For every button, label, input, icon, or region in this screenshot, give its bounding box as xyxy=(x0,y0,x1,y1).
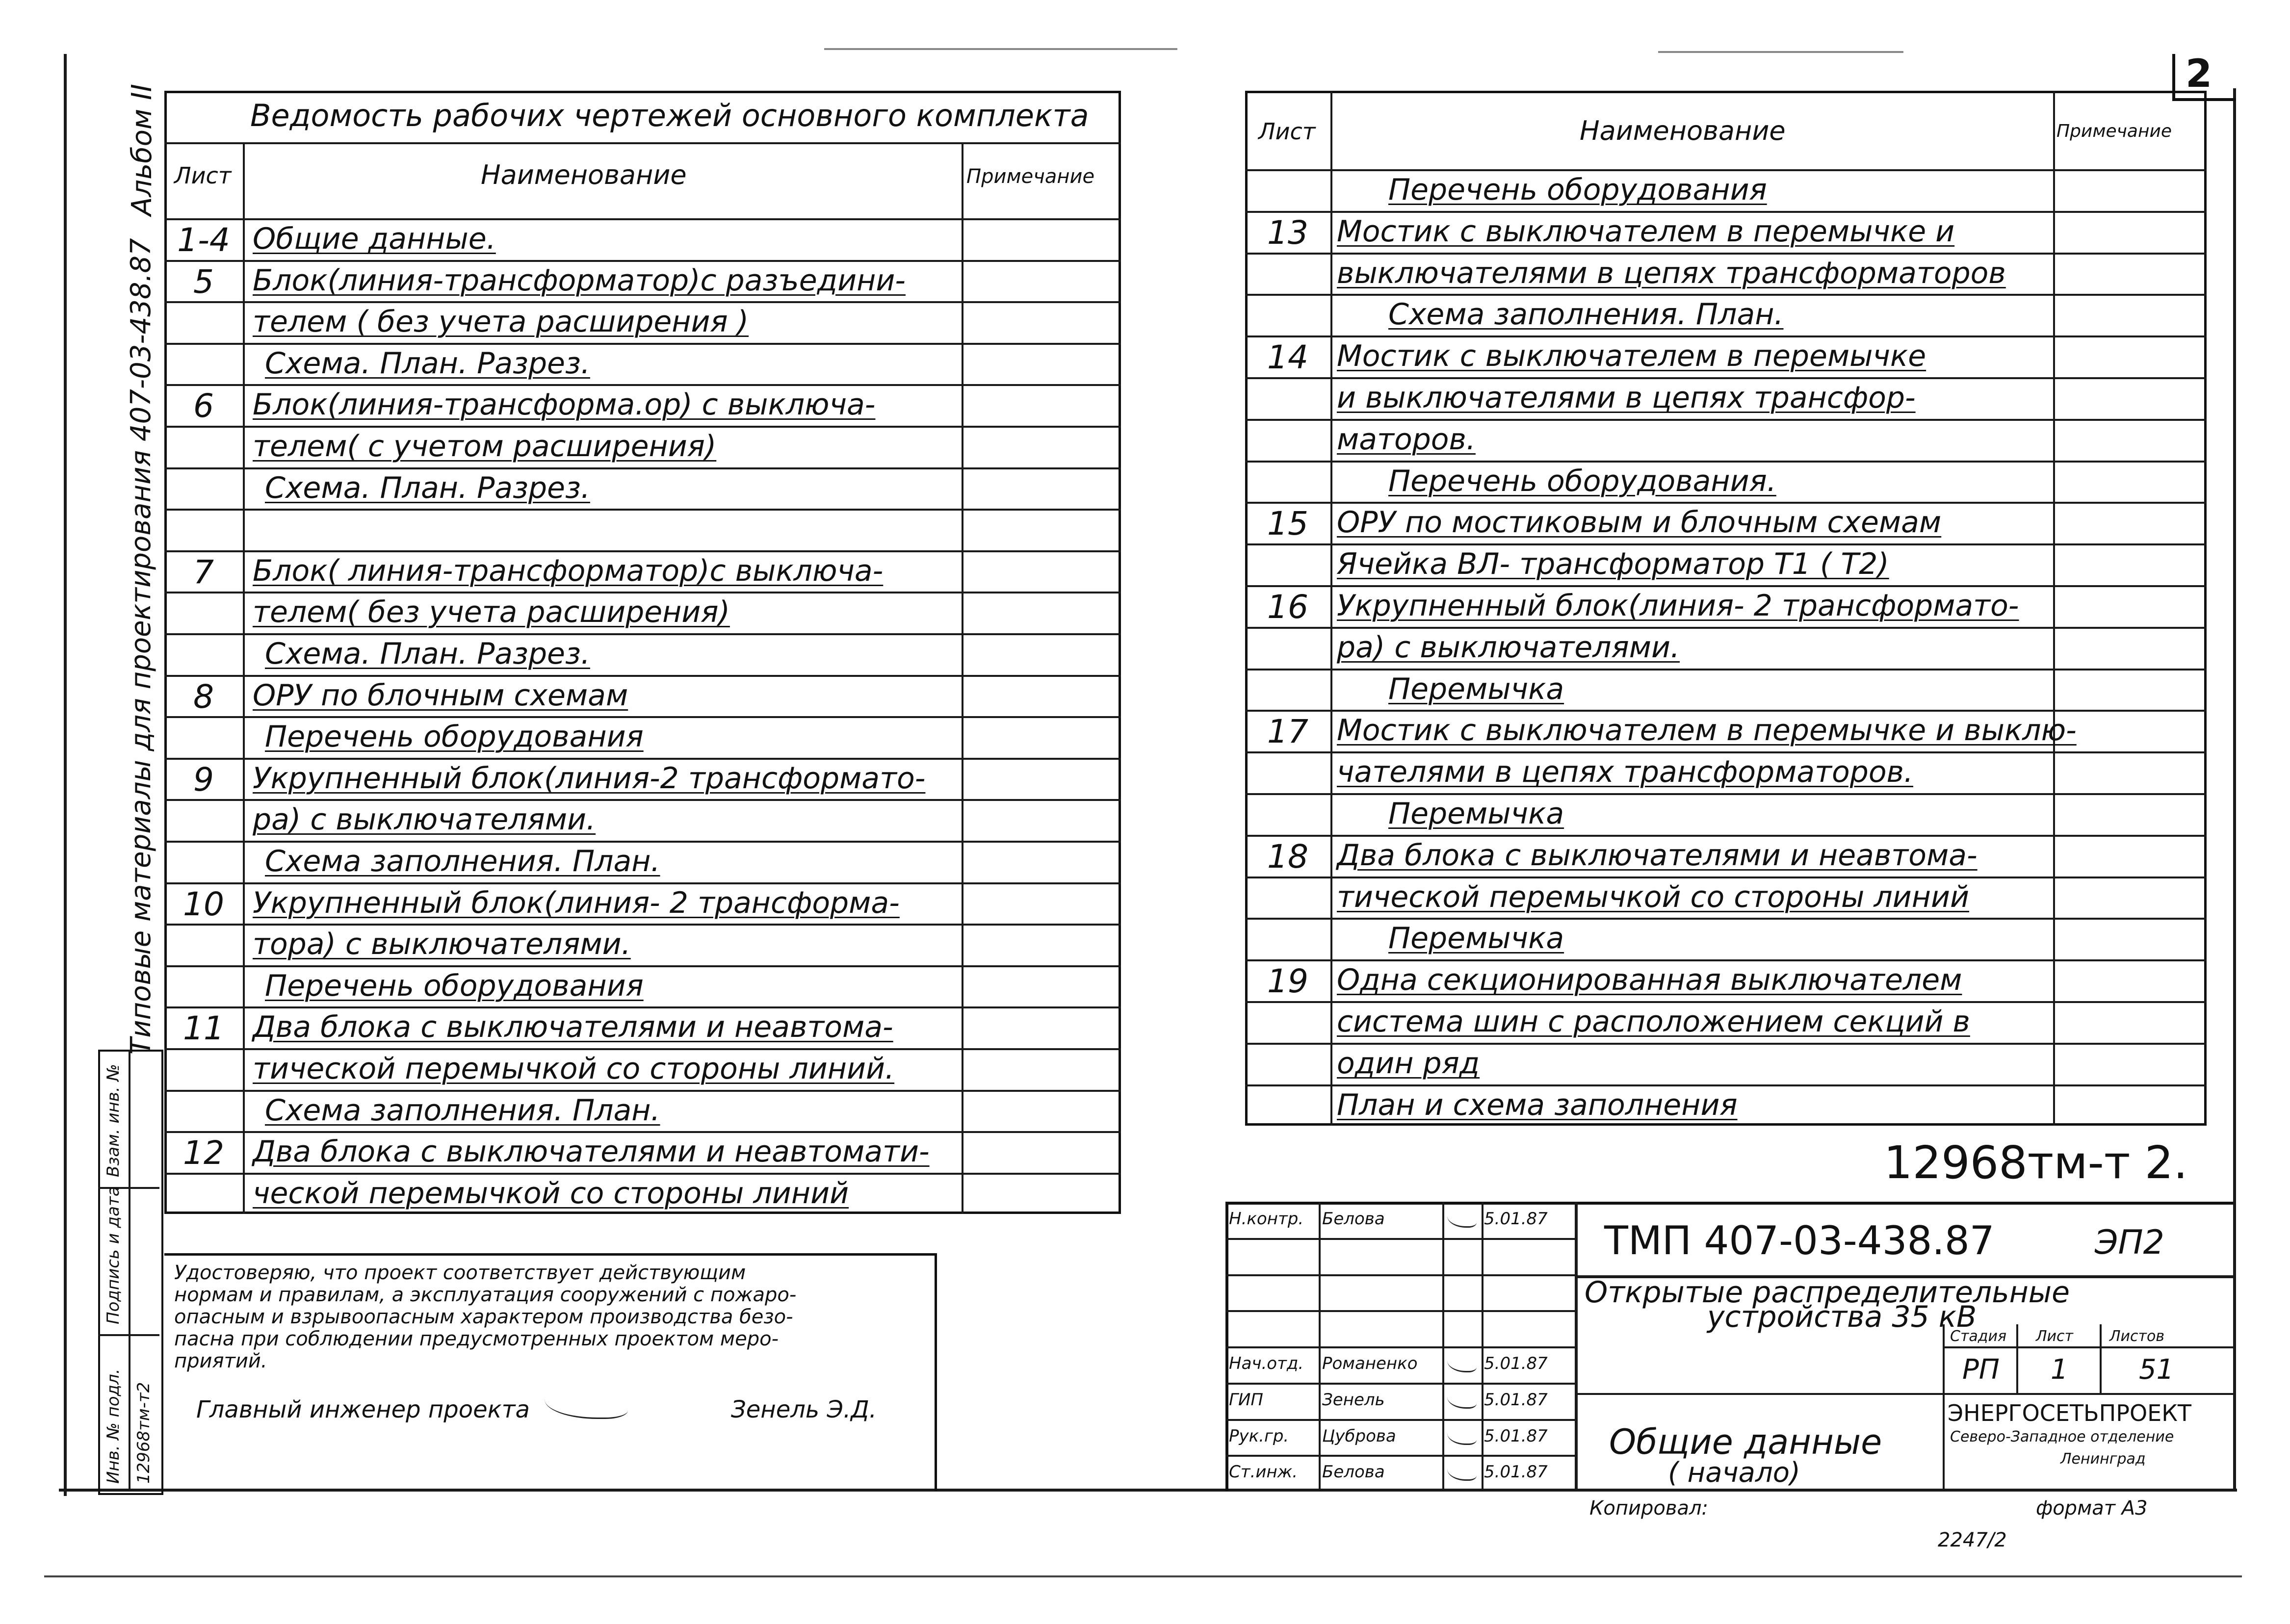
right-row-rule xyxy=(1245,335,2207,337)
left-row-name: Блок(линия-трансформатор)с разъедини- xyxy=(253,263,906,298)
right-row-rule xyxy=(1245,918,2207,920)
left-row-name: Схема. План. Разрез. xyxy=(265,637,590,671)
left-row-sheet: 12 xyxy=(183,1134,224,1172)
left-row-rule xyxy=(164,924,1121,926)
right-row-name: маторов. xyxy=(1337,422,1476,457)
right-header-note: Примечание xyxy=(2056,121,2172,141)
left-row-rule xyxy=(164,550,1121,552)
right-col-divider-2 xyxy=(2053,91,2055,1126)
right-row-rule xyxy=(1245,294,2207,296)
right-row-name: ра) с выключателями. xyxy=(1337,630,1680,665)
right-row-rule xyxy=(1245,876,2207,878)
page-number: 2 xyxy=(2186,52,2212,96)
left-row-name: Два блока с выключателями и неавтомати- xyxy=(253,1134,930,1169)
right-row-name: Перемычка xyxy=(1388,921,1564,956)
left-row-name: Укрупненный блок(линия- 2 трансформа- xyxy=(253,885,900,920)
left-row-name: тической перемычкой со стороны линий. xyxy=(253,1052,895,1086)
right-row-name: Одна секционированная выключателем xyxy=(1337,963,1962,998)
left-row-rule xyxy=(164,675,1121,677)
certification-line-3: опасным и взрывоопасным характером производства безо- xyxy=(174,1306,793,1328)
tb-stage-col-2 xyxy=(2016,1324,2018,1393)
chief-engineer-name: Зенель Э.Д. xyxy=(731,1396,877,1423)
right-row-sheet: 17 xyxy=(1267,713,1308,751)
signer-date: 5.01.87 xyxy=(1484,1354,1548,1373)
left-row-name: Блок( линия-трансформатор)с выключа- xyxy=(253,553,884,588)
left-row-name: ОРУ по блочным схемам xyxy=(253,678,628,713)
left-row-rule xyxy=(164,1090,1121,1092)
right-row-rule xyxy=(1245,211,2207,213)
side-stamp-row-2 xyxy=(98,1334,159,1336)
left-row-name: ческой перемычкой со стороны линий xyxy=(253,1176,849,1211)
signer-date: 5.01.87 xyxy=(1484,1209,1548,1229)
sheet-format: формат А3 xyxy=(2036,1497,2148,1520)
left-row-name: Схема. План. Разрез. xyxy=(265,470,590,505)
left-row-name: Схема заполнения. План. xyxy=(265,844,660,878)
tb-stage-col-1 xyxy=(1943,1324,1945,1393)
right-row-rule xyxy=(1245,959,2207,961)
top-edge-line xyxy=(824,48,1177,50)
left-row-rule xyxy=(164,343,1121,345)
right-row-sheet: 14 xyxy=(1267,338,1308,377)
organization-branch: Северо-Западное отделение xyxy=(1950,1428,2174,1445)
signer-row-rule xyxy=(1225,1274,1575,1276)
right-header-name: Наименование xyxy=(1580,115,1786,146)
right-row-name: План и схема заполнения xyxy=(1337,1087,1738,1122)
left-row-name: Схема заполнения. План. xyxy=(265,1093,660,1128)
left-row-rule xyxy=(164,965,1121,967)
left-row-name: тора) с выключателями. xyxy=(253,927,631,962)
left-row-name: Общие данные. xyxy=(253,222,496,256)
right-row-name: Мостик с выключателем в перемычке и выклю- xyxy=(1337,713,2077,748)
right-row-name: чателями в цепях трансформаторов. xyxy=(1337,755,1913,790)
left-row-name: телем ( без учета расширения ) xyxy=(253,305,749,339)
signer-role: Рук.гр. xyxy=(1229,1426,1289,1446)
left-row-sheet: 9 xyxy=(193,760,214,799)
side-stamp-divider xyxy=(129,1050,130,1491)
left-table-header-rule xyxy=(164,218,1121,220)
left-row-sheet: 8 xyxy=(193,677,214,716)
left-row-sheet: 10 xyxy=(183,885,224,923)
certification-line-4: пасна при соблюдении предусмотренных проектом меро- xyxy=(174,1328,779,1350)
signer-name: Цуброва xyxy=(1322,1426,1396,1446)
right-row-rule xyxy=(1245,419,2207,421)
chief-engineer-label: Главный инженер проекта xyxy=(196,1396,530,1423)
left-row-sheet: 6 xyxy=(193,387,214,425)
signer-name: Зенель xyxy=(1322,1390,1385,1410)
left-row-rule xyxy=(164,509,1121,511)
right-row-name: Схема заполнения. План. xyxy=(1388,297,1784,332)
right-row-rule xyxy=(1245,627,2207,629)
left-row-rule xyxy=(164,1006,1121,1008)
sheet-value: 1 xyxy=(2051,1354,2068,1386)
left-row-name: телем( без учета расширения) xyxy=(253,595,730,630)
left-row-sheet: 7 xyxy=(193,553,214,591)
left-table-title-rule xyxy=(164,142,1121,144)
right-row-rule xyxy=(1245,1043,2207,1045)
side-stamp-inventory: 12968тм-т2 xyxy=(134,1382,154,1484)
stage-header-sheet: Лист xyxy=(2036,1328,2074,1345)
series-vertical-title: Типовые материалы для проектирования 407-03-438.87 xyxy=(125,238,157,1055)
right-row-name: Перемычка xyxy=(1388,797,1564,831)
signer-row-rule xyxy=(1225,1383,1575,1385)
right-row-rule xyxy=(1245,793,2207,795)
left-row-name: Схема. План. Разрез. xyxy=(265,346,590,381)
organization-city: Ленинград xyxy=(2060,1450,2146,1468)
right-row-rule xyxy=(1245,710,2207,712)
left-row-rule xyxy=(164,467,1121,469)
right-row-rule xyxy=(1245,585,2207,587)
tb-stage-header-rule xyxy=(1943,1346,2233,1348)
left-row-name: Укрупненный блок(линия-2 трансформато- xyxy=(253,761,926,796)
stage-header-sheets: Листов xyxy=(2109,1328,2165,1345)
signer-row-rule xyxy=(1225,1238,1575,1240)
stage-header-stage: Стадия xyxy=(1950,1328,2007,1345)
left-row-rule xyxy=(164,758,1121,760)
right-row-name: Перемычка xyxy=(1388,671,1564,706)
left-row-rule xyxy=(164,301,1121,303)
top-edge-line-2 xyxy=(1658,51,1903,53)
right-row-name: ОРУ по мостиковым и блочным схемам xyxy=(1337,505,1942,540)
sheets-total-value: 51 xyxy=(2139,1354,2174,1386)
right-row-rule xyxy=(1245,461,2207,463)
tb-stage-rule xyxy=(1575,1393,2233,1395)
right-row-name: Перечень оборудования xyxy=(1388,173,1767,207)
signer-name: Романенко xyxy=(1322,1354,1418,1373)
left-header-note: Примечание xyxy=(966,165,1095,188)
signer-role: Ст.инж. xyxy=(1229,1462,1298,1482)
right-row-sheet: 18 xyxy=(1267,837,1308,876)
right-row-sheet: 15 xyxy=(1267,505,1308,543)
right-row-sheet: 19 xyxy=(1267,962,1308,1001)
right-row-name: система шин с расположением секций в xyxy=(1337,1005,1970,1039)
right-header-sheet: Лист xyxy=(1258,118,1316,145)
sheet-title-2: ( начало) xyxy=(1668,1457,1800,1489)
signer-date: 5.01.87 xyxy=(1484,1426,1548,1446)
album-label: Альбом II xyxy=(126,84,158,216)
copied-by: Копировал: xyxy=(1589,1497,1709,1520)
frame-right-border xyxy=(2233,88,2236,1491)
left-row-name: Два блока с выключателями и неавтома- xyxy=(253,1010,893,1045)
signer-row-rule xyxy=(1225,1419,1575,1421)
signer-row-rule xyxy=(1225,1310,1575,1312)
signer-role: ГИП xyxy=(1229,1390,1263,1410)
left-row-rule xyxy=(164,260,1121,262)
left-row-rule xyxy=(164,799,1121,801)
left-row-rule xyxy=(164,1048,1121,1050)
right-col-divider-1 xyxy=(1330,91,1332,1126)
certification-line-2: нормам и правилам, а эксплуатация сооружений с пожаро- xyxy=(174,1284,797,1306)
stage-value: РП xyxy=(1962,1354,2000,1386)
right-row-name: Мостик с выключателем в перемычке xyxy=(1337,339,1926,374)
right-row-name: Два блока с выключателями и неавтома- xyxy=(1337,838,1978,873)
tb-org-divider xyxy=(1943,1393,1945,1491)
right-row-rule xyxy=(1245,253,2207,255)
title-line-1: Открытые распределительные xyxy=(1585,1275,2070,1310)
order-number: 2247/2 xyxy=(1938,1529,2007,1551)
left-row-rule xyxy=(164,882,1121,884)
right-row-name: тической перемычкой со стороны линий xyxy=(1337,879,1970,914)
right-table-header-rule xyxy=(1245,169,2207,171)
left-header-sheet: Лист xyxy=(174,162,232,189)
left-row-sheet: 1-4 xyxy=(177,221,230,259)
right-row-rule xyxy=(1245,751,2207,753)
left-row-rule xyxy=(164,426,1121,428)
left-row-rule xyxy=(164,384,1121,386)
left-table-title: Ведомость рабочих чертежей основного комплекта xyxy=(250,98,1089,133)
left-row-name: Блок(линия-трансформа.ор) с выключа- xyxy=(253,387,876,422)
left-row-rule xyxy=(164,716,1121,718)
left-row-rule xyxy=(164,1131,1121,1133)
signer-name: Белова xyxy=(1322,1209,1385,1229)
right-row-rule xyxy=(1245,377,2207,379)
side-stamp-label-3: Инв. № подл. xyxy=(104,1368,123,1484)
left-row-rule xyxy=(164,633,1121,635)
left-row-name: ра) с выключателями. xyxy=(253,802,596,837)
left-row-rule xyxy=(164,592,1121,593)
side-stamp-label-2: Подпись и дата xyxy=(104,1186,123,1324)
bottom-edge-line xyxy=(44,1575,2242,1577)
signer-role: Н.контр. xyxy=(1229,1209,1304,1229)
organization-name: ЭНЕРГОСЕТЬПРОЕКТ xyxy=(1948,1400,2191,1426)
left-row-sheet: 5 xyxy=(193,262,214,301)
right-row-rule xyxy=(1245,1001,2207,1003)
signer-name: Белова xyxy=(1322,1462,1385,1482)
right-row-name: выключателями в цепях трансформаторов xyxy=(1337,256,2006,290)
signer-date: 5.01.87 xyxy=(1484,1462,1548,1482)
left-row-name: Перечень оборудования xyxy=(265,968,644,1003)
right-row-rule xyxy=(1245,835,2207,837)
left-row-rule xyxy=(164,1173,1121,1175)
certification-line-5: приятий. xyxy=(174,1350,267,1372)
left-row-sheet: 11 xyxy=(183,1009,224,1048)
left-header-name: Наименование xyxy=(481,159,687,190)
right-row-rule xyxy=(1245,543,2207,545)
certification-line-1: Удостоверяю, что проект соответствует действующим xyxy=(174,1262,746,1284)
right-row-name: и выключателями в цепях трансфор- xyxy=(1337,381,1916,415)
document-mark: ЭП2 xyxy=(2095,1223,2164,1262)
frame-left-border xyxy=(64,54,67,1496)
left-row-rule xyxy=(164,841,1121,843)
right-row-name: Ячейка ВЛ- трансформатор Т1 ( Т2) xyxy=(1337,547,1889,582)
right-row-name: Перечень оборудования. xyxy=(1388,464,1776,498)
right-row-name: один ряд xyxy=(1337,1046,1480,1081)
signer-date: 5.01.87 xyxy=(1484,1390,1548,1410)
right-row-rule xyxy=(1245,1084,2207,1086)
signer-role: Нач.отд. xyxy=(1229,1354,1304,1373)
signer-row-rule xyxy=(1225,1346,1575,1348)
sheet-title-1: Общие данные xyxy=(1609,1422,1882,1462)
right-row-rule xyxy=(1245,502,2207,504)
title-line-2: устройства 35 кВ xyxy=(1707,1300,1977,1334)
tb-col-4 xyxy=(1575,1202,1578,1491)
scan-marks: 12968тм-т 2. xyxy=(1884,1136,2188,1189)
right-row-sheet: 13 xyxy=(1267,213,1308,252)
document-code: ТМП 407-03-438.87 xyxy=(1604,1218,1995,1263)
side-stamp-label-1: Взам. инв. № xyxy=(104,1064,123,1177)
right-row-rule xyxy=(1245,669,2207,670)
left-row-name: телем( с учетом расширения) xyxy=(253,429,717,464)
left-row-name: Перечень оборудования xyxy=(265,720,644,754)
right-row-name: Укрупненный блок(линия- 2 трансформато- xyxy=(1337,589,2019,623)
tb-stage-col-3 xyxy=(2100,1324,2102,1393)
signer-row-rule xyxy=(1225,1455,1575,1457)
right-row-sheet: 16 xyxy=(1267,588,1308,626)
right-row-name: Мостик с выключателем в перемычке и xyxy=(1337,214,1955,249)
